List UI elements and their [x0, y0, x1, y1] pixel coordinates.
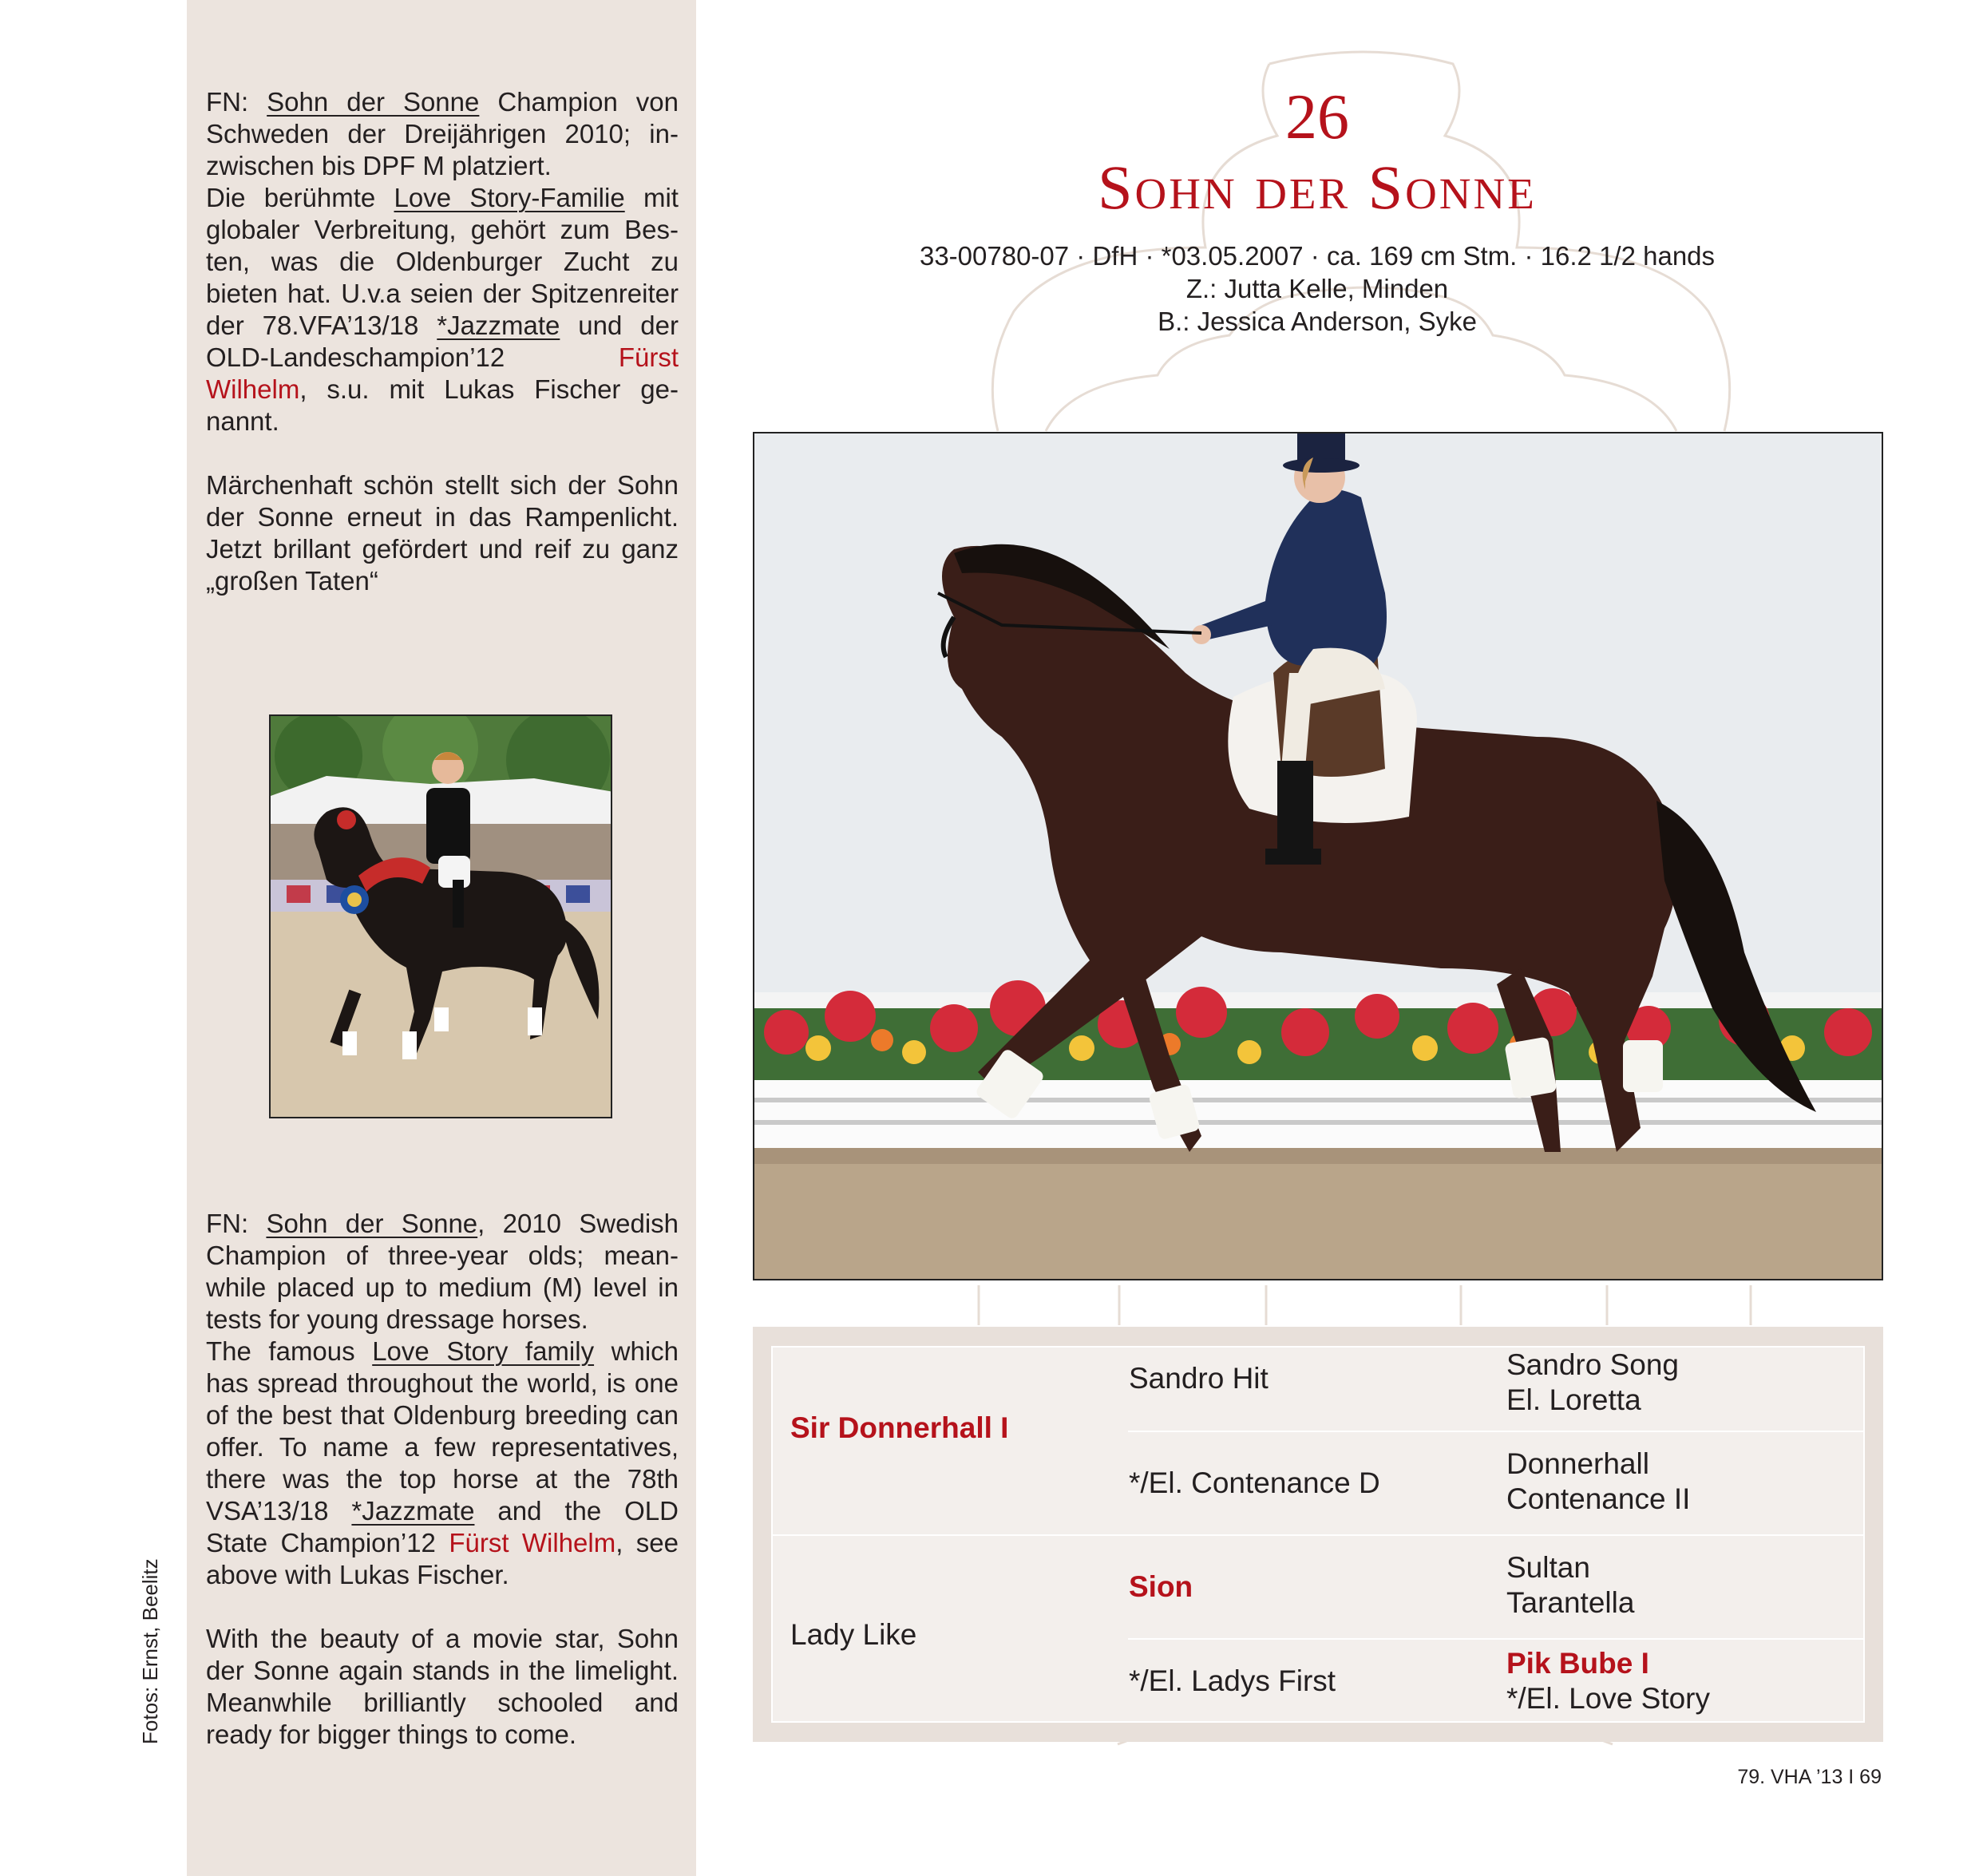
pedigree-dam-dam: */El. Ladys First	[1129, 1664, 1336, 1697]
fn-prefix: FN:	[206, 87, 267, 117]
pedigree-sire-dam-sire: Donnerhall	[1506, 1447, 1649, 1480]
lot-number: 26	[1285, 82, 1349, 152]
pedigree-sire-sire: Sandro Hit	[1129, 1362, 1269, 1395]
owner-line: B.: Jessica Anderson, Syke	[1158, 307, 1477, 336]
pedigree-sire-dam: */El. Contenance D	[1129, 1466, 1380, 1499]
page-reference: 79. VHA ’13 I 69	[1737, 1766, 1882, 1788]
main-horse-photo	[753, 432, 1883, 1280]
german-description	[206, 86, 679, 629]
horse-name-link: Sohn der Sonne	[266, 1209, 478, 1238]
pedigree-sire-sire-sire: Sandro Song	[1506, 1348, 1680, 1381]
horse-details: 33-00780-07 · DfH · *03.05.2007 · ca. 169 cm Stm. · 16.2 1/2 hands	[919, 241, 1716, 271]
jazzmate-name: *Jazzmate	[351, 1496, 475, 1526]
english-text: , 2010 Swedish Champion of three-year olds; meanwhile placed up to medium (M) level in tests for young dressage horses.	[206, 1209, 679, 1334]
small-horse-photo	[269, 714, 612, 1118]
pedigree-dam-sire-dam: Tarantella	[1506, 1586, 1635, 1619]
pedigree-dam-sire-sire: Sultan	[1506, 1551, 1590, 1584]
german-paragraph-2: Märchenhaft schön stellt sich der Sohn der Sonne erneut in das Rampenlicht. Jetzt brillant gefördert und reif zu ganz „großen Taten“	[206, 470, 679, 596]
horse-name-link: Sohn der Sonne	[267, 87, 480, 117]
german-text: Champion von Schweden der Dreijährigen 2010; inzwischen bis DPF M platziert.	[206, 87, 679, 180]
fuerst-wilhelm-name: Fürst Wilhelm	[206, 342, 679, 404]
german-text: und der OLD-Landeschampion’12	[206, 311, 679, 372]
english-description	[206, 1208, 679, 1783]
pedigree-divider	[1128, 1638, 1863, 1640]
german-text: mit globaler Verbreitung, gehört zum Besten, was die Oldenburger Zucht zu bieten hat. U.v.a seien der Spitzenreiter der 78.VFA’13/18	[206, 183, 679, 340]
german-text: , s.u. mit Lukas Fischer genannt.	[206, 374, 679, 436]
breeder-line: Z.: Jutta Kelle, Minden	[1185, 274, 1449, 303]
pedigree-dam-sire: Sion	[1129, 1570, 1193, 1603]
pedigree-sire-sire-dam: El. Loretta	[1506, 1383, 1641, 1416]
pedigree-dam: Lady Like	[790, 1618, 917, 1651]
pedigree-divider	[773, 1534, 1863, 1536]
fuerst-wilhelm-name: Fürst Wilhelm	[449, 1528, 616, 1557]
pedigree-sire: Sir Donnerhall I	[790, 1411, 1009, 1444]
german-text: Die berühmte	[206, 183, 394, 212]
fn-prefix: FN:	[206, 1209, 267, 1238]
pedigree-sire-dam-dam: Contenance II	[1506, 1482, 1691, 1515]
english-text: and the OLD State Champion’12	[206, 1496, 679, 1557]
horse-name-title: Sohn der Sonne	[1098, 152, 1537, 222]
family-name: Love Story family	[372, 1336, 595, 1366]
jazzmate-name: *Jazzmate	[437, 311, 560, 340]
english-text: , see above with Lukas Fischer.	[206, 1528, 679, 1589]
pedigree-dam-dam-sire: Pik Bube I	[1506, 1647, 1649, 1680]
photo-credit: Fotos: Ernst, Beelitz	[138, 1558, 162, 1744]
pedigree-dam-dam-dam: */El. Love Story	[1506, 1682, 1711, 1715]
english-text: The famous	[206, 1336, 373, 1366]
english-text: which has spread throughout the world, is one of the best that Oldenburg breeding can offer. To name a few representatives, there was the top horse at the 78th VSA’13/18	[206, 1336, 679, 1526]
pedigree-divider	[1128, 1431, 1863, 1432]
english-paragraph-2: With the beauty of a movie star, Sohn der Sonne again stands in the limelight. Meanwhile brilliantly schooled and ready for bigger things to come.	[206, 1624, 679, 1749]
family-name: Love Story-Familie	[394, 183, 625, 212]
